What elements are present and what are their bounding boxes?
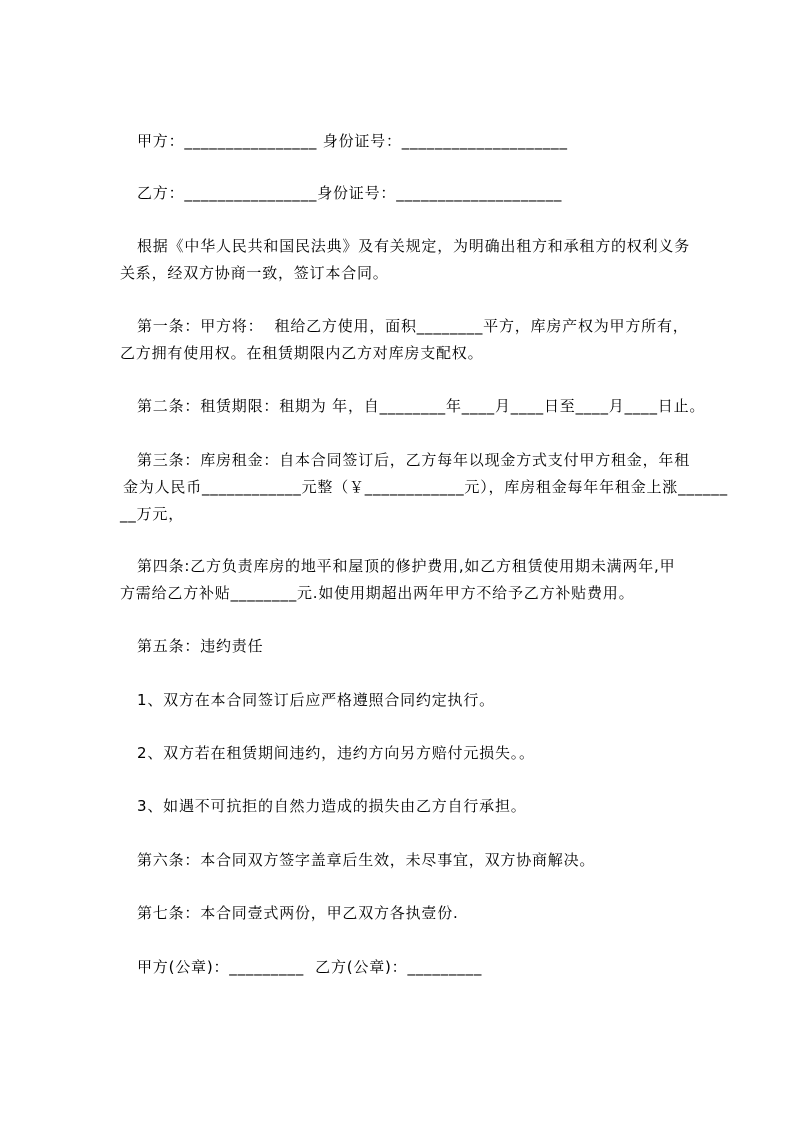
article-5-item-1: 1、双方在本合同签订后应严格遵照合同约定执行。 — [137, 691, 495, 709]
article-4-line-1: 第四条:乙方负责库房的地平和屋顶的修护费用,如乙方租赁使用期未满两年,甲 — [137, 557, 676, 575]
signature-line — [137, 957, 482, 977]
article-3-line-2: 金为人民币____________元整（￥____________元），库房租金每年年租金上涨______ — [123, 478, 728, 496]
article-5-item-2: 2、双方若在租赁期间违约，违约方向另方赔付元损失。。 — [137, 744, 535, 762]
signature-gap — [304, 958, 315, 976]
party-b-seal: 乙方(公章)：_________ — [315, 958, 483, 976]
party-a-line: 甲方：________________ 身份证号：____________________ — [137, 132, 568, 150]
article-4-line-2: 方需给乙方补贴________元.如使用期超出两年甲方不给予乙方补贴费用。 — [120, 584, 635, 602]
party-b-line: 乙方：________________身份证号：____________________ — [137, 184, 563, 202]
article-7-line-1: 第七条：本合同壹式两份，甲乙双方各执壹份. — [137, 904, 459, 922]
article-3-line-1: 第三条：库房租金：自本合同签订后，乙方每年以现金方式支付甲方租金，年租 — [137, 451, 691, 469]
article-1-line-1: 第一条：甲方将： 租给乙方使用，面积________平方，库房产权为甲方所有， — [137, 317, 689, 335]
article-6-line-1: 第六条：本合同双方签字盖章后生效，未尽事宜，双方协商解决。 — [137, 851, 596, 869]
preamble-line-2: 关系，经双方协商一致，签订本合同。 — [120, 264, 389, 282]
article-2-line-1: 第二条：租赁期限：租期为 年，自________年____月____日至____月____日止。 — [137, 397, 706, 415]
preamble-line-1: 根据《中华人民共和国民法典》及有关规定，为明确出租方和承租方的权利义务 — [137, 237, 691, 255]
article-1-line-2: 乙方拥有使用权。在租赁期限内乙方对库房支配权。 — [120, 344, 484, 362]
party-a-seal: 甲方(公章)：_________ — [137, 958, 305, 976]
article-5-item-3: 3、如遇不可抗拒的自然力造成的损失由乙方自行承担。 — [137, 797, 527, 815]
article-5-title: 第五条：违约责任 — [137, 637, 264, 655]
article-3-line-3: __万元， — [120, 505, 185, 523]
